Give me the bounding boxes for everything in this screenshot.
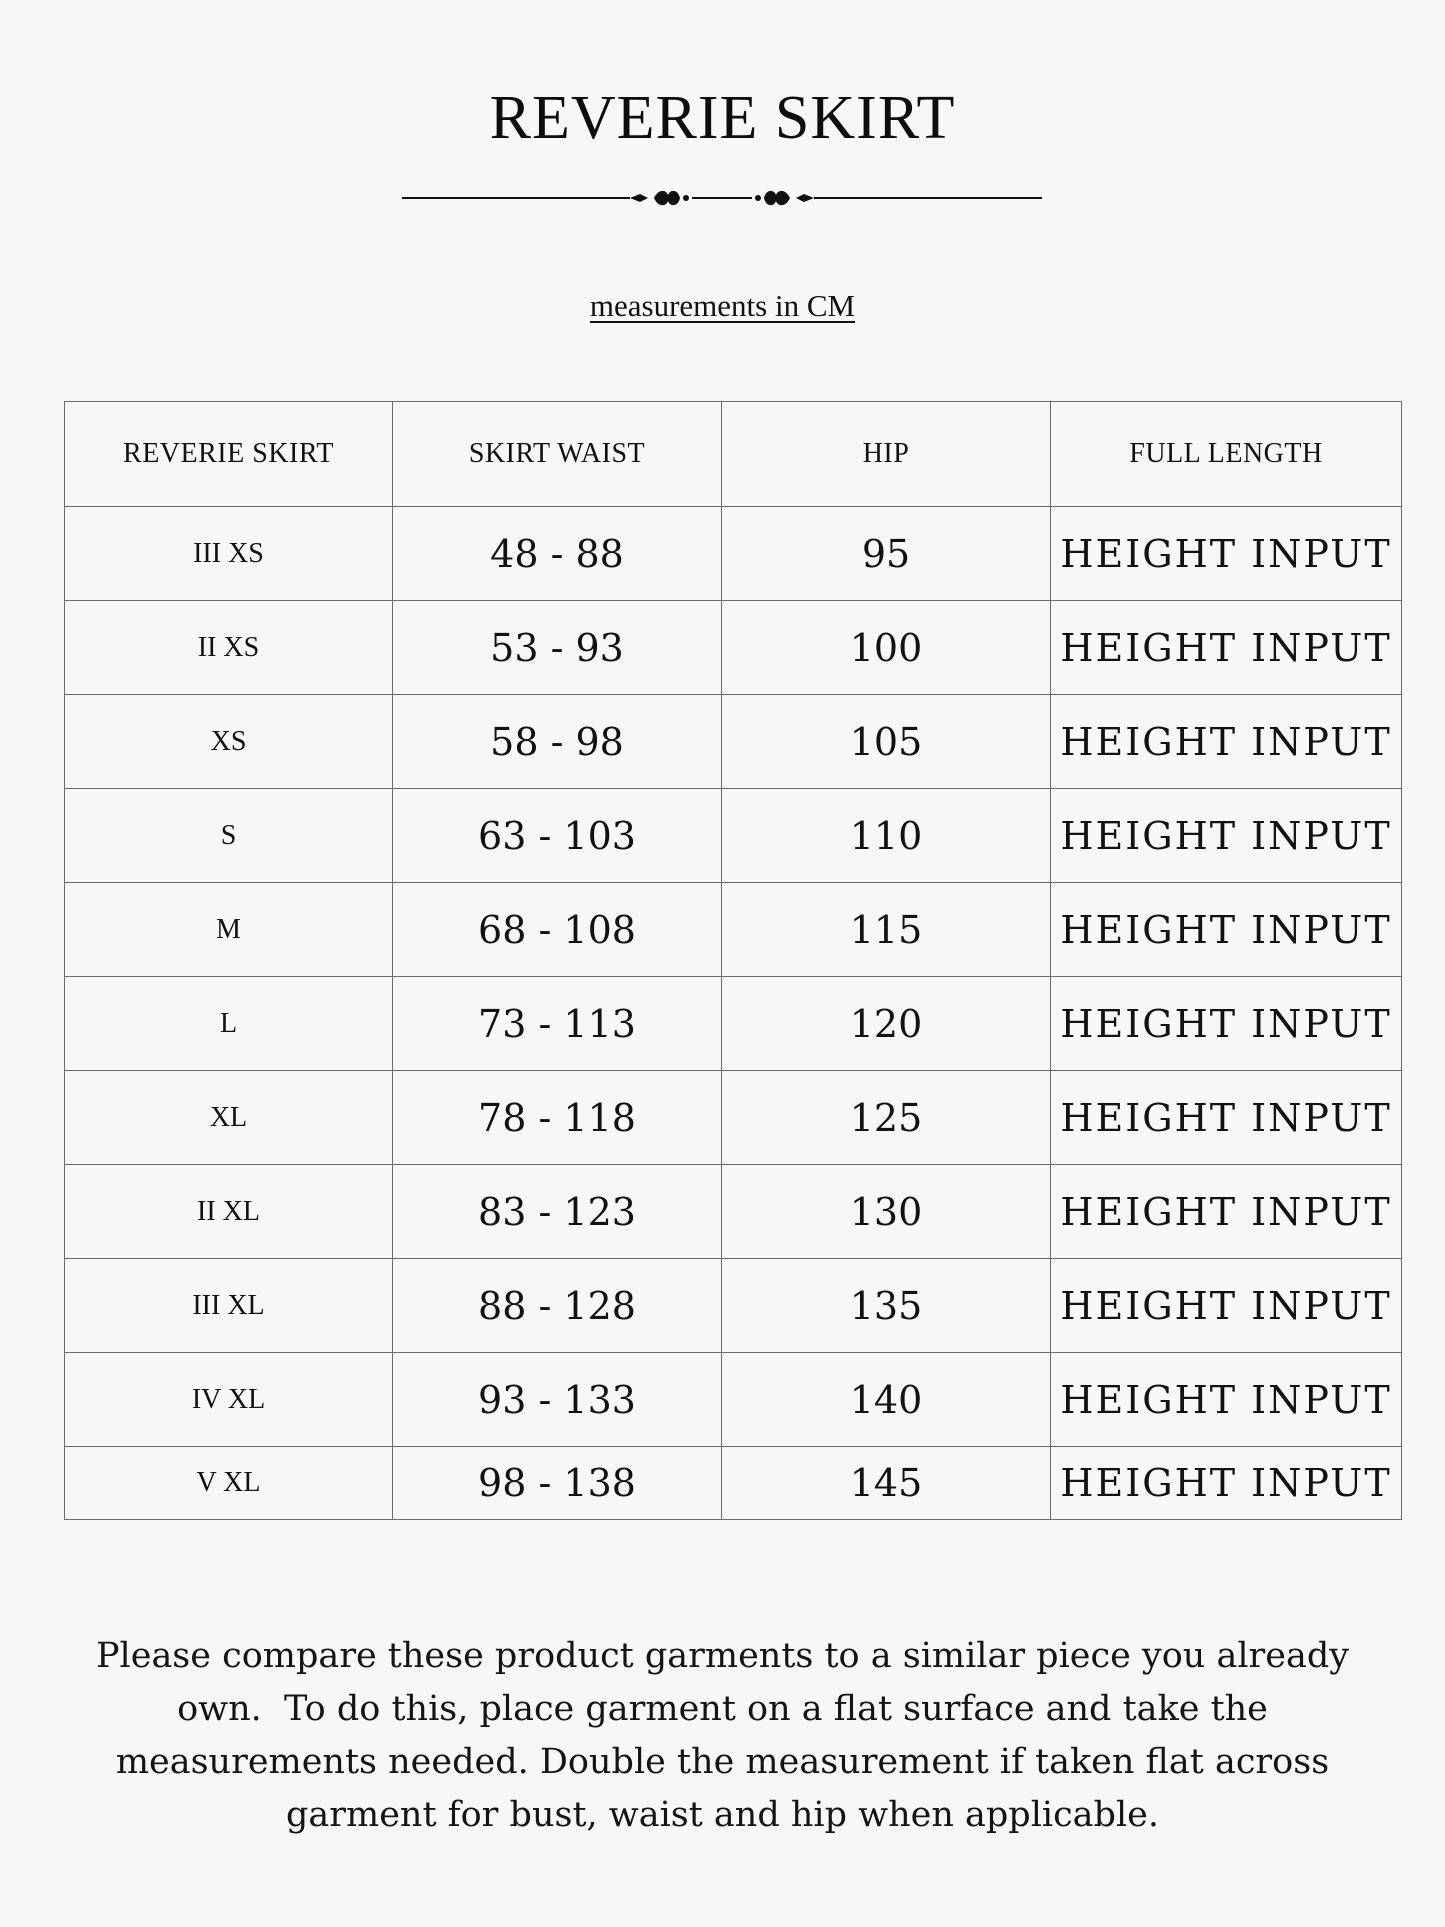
size-cell: IV XL (65, 1353, 393, 1447)
waist-cell: 78 - 118 (393, 1071, 722, 1165)
length-cell: HEIGHT INPUT (1051, 1447, 1402, 1520)
size-cell: II XS (65, 601, 393, 695)
length-cell: HEIGHT INPUT (1051, 1259, 1402, 1353)
size-chart-table (64, 401, 1402, 1520)
waist-cell: 53 - 93 (393, 601, 722, 695)
hip-cell: 135 (722, 1259, 1051, 1353)
table-row (65, 695, 1402, 789)
header-full-length: FULL LENGTH (1051, 402, 1402, 507)
table-row (65, 1165, 1402, 1259)
header-hip: HIP (722, 402, 1051, 507)
table-header-row (65, 402, 1402, 507)
length-cell: HEIGHT INPUT (1051, 1353, 1402, 1447)
instruction-line: Please compare these product garments to a similar piece you already (95, 1636, 1349, 1676)
table-row (65, 977, 1402, 1071)
hip-cell: 110 (722, 789, 1051, 883)
size-cell: S (65, 789, 393, 883)
waist-cell: 68 - 108 (393, 883, 722, 977)
size-cell: XL (65, 1071, 393, 1165)
length-cell: HEIGHT INPUT (1051, 883, 1402, 977)
length-cell: HEIGHT INPUT (1051, 601, 1402, 695)
length-cell: HEIGHT INPUT (1051, 789, 1402, 883)
hip-cell: 145 (722, 1447, 1051, 1520)
length-cell: HEIGHT INPUT (1051, 1071, 1402, 1165)
size-cell: V XL (65, 1447, 393, 1520)
waist-cell: 48 - 88 (393, 507, 722, 601)
waist-cell: 93 - 133 (393, 1353, 722, 1447)
hip-cell: 100 (722, 601, 1051, 695)
table-row (65, 883, 1402, 977)
table-row (65, 789, 1402, 883)
size-cell: II XL (65, 1165, 393, 1259)
waist-cell: 98 - 138 (393, 1447, 722, 1520)
size-cell: III XL (65, 1259, 393, 1353)
length-cell: HEIGHT INPUT (1051, 1165, 1402, 1259)
size-cell: XS (65, 695, 393, 789)
ornament-divider-icon (402, 183, 1042, 213)
size-cell: M (65, 883, 393, 977)
waist-cell: 63 - 103 (393, 789, 722, 883)
hip-cell: 105 (722, 695, 1051, 789)
waist-cell: 73 - 113 (393, 977, 722, 1071)
table-row (65, 1353, 1402, 1447)
hip-cell: 120 (722, 977, 1051, 1071)
size-cell: L (65, 977, 393, 1071)
header-skirt-waist: SKIRT WAIST (393, 402, 722, 507)
length-cell: HEIGHT INPUT (1051, 507, 1402, 601)
table-row (65, 507, 1402, 601)
table-row (65, 1071, 1402, 1165)
table-row (65, 1447, 1402, 1520)
length-cell: HEIGHT INPUT (1051, 977, 1402, 1071)
waist-cell: 58 - 98 (393, 695, 722, 789)
instruction-line: measurements needed. Double the measurement if taken flat across (115, 1742, 1330, 1782)
waist-cell: 83 - 123 (393, 1165, 722, 1259)
table-row (65, 601, 1402, 695)
size-cell: III XS (65, 507, 393, 601)
length-cell: HEIGHT INPUT (1051, 695, 1402, 789)
hip-cell: 115 (722, 883, 1051, 977)
hip-cell: 95 (722, 507, 1051, 601)
hip-cell: 125 (722, 1071, 1051, 1165)
header-size: REVERIE SKIRT (65, 402, 393, 507)
hip-cell: 140 (722, 1353, 1051, 1447)
instruction-line: garment for bust, waist and hip when applicable. (286, 1795, 1159, 1835)
waist-cell: 88 - 128 (393, 1259, 722, 1353)
measurement-instructions (90, 1630, 1355, 1842)
hip-cell: 130 (722, 1165, 1051, 1259)
page-title: REVERIE SKIRT (489, 84, 956, 152)
instruction-line: own. To do this, place garment on a flat surface and take the (177, 1689, 1268, 1729)
table-row (65, 1259, 1402, 1353)
units-subtitle: measurements in CM (589, 288, 856, 323)
